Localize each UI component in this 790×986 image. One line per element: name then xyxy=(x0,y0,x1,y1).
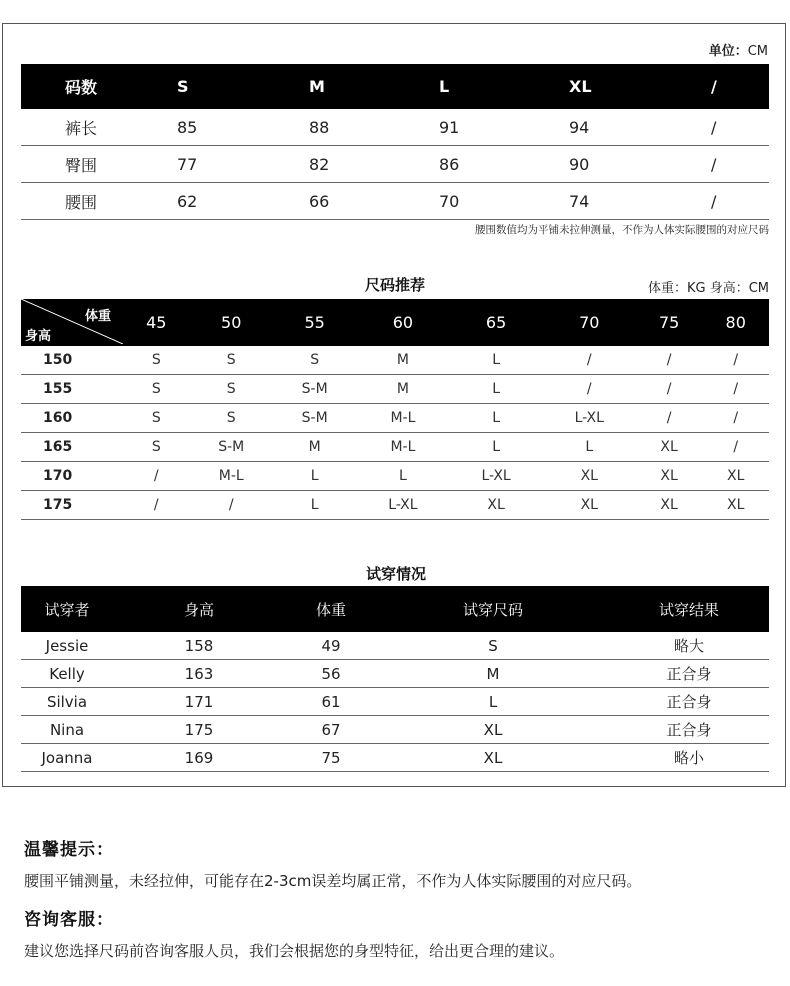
size-cell: / xyxy=(702,346,769,375)
size-cell: S xyxy=(123,433,190,462)
table-cell: 88 xyxy=(308,109,438,146)
table-cell: 94 xyxy=(568,109,710,146)
size-cell: / xyxy=(543,346,636,375)
table-cell: / xyxy=(710,109,769,146)
size-cell: S xyxy=(190,404,273,433)
size-cell: / xyxy=(702,375,769,404)
size-cell: / xyxy=(702,404,769,433)
corner-cell xyxy=(21,299,123,346)
table-row xyxy=(21,660,769,688)
table-cell: XL xyxy=(377,716,609,744)
tips-heading: 温馨提示： xyxy=(24,840,114,860)
tryon-header xyxy=(21,586,769,632)
size-cell: S xyxy=(123,375,190,404)
table-cell: S xyxy=(377,632,609,660)
table-cell: L xyxy=(377,688,609,716)
header-cell: 试穿者 xyxy=(21,586,113,632)
size-cell: / xyxy=(190,491,273,520)
weight-header: 75 xyxy=(636,299,703,346)
size-cell: S xyxy=(190,346,273,375)
size-cell: L xyxy=(356,462,449,491)
table-cell: 正合身 xyxy=(609,716,769,744)
size-cell: XL xyxy=(702,491,769,520)
header-cell: S xyxy=(176,64,308,109)
table-cell: 74 xyxy=(568,183,710,220)
table-cell: 171 xyxy=(113,688,285,716)
table-cell: 85 xyxy=(176,109,308,146)
table-cell: 66 xyxy=(308,183,438,220)
table-row xyxy=(21,716,769,744)
table-cell: 175 xyxy=(113,716,285,744)
size-cell: / xyxy=(702,433,769,462)
table-cell: 62 xyxy=(176,183,308,220)
table-cell: 正合身 xyxy=(609,660,769,688)
size-table-header xyxy=(21,64,769,109)
header-cell: 码数 xyxy=(21,64,176,109)
size-cell: XL xyxy=(636,433,703,462)
height-label: 170 xyxy=(21,462,123,491)
height-label: 175 xyxy=(21,491,123,520)
size-cell: L xyxy=(450,375,543,404)
size-cell: S xyxy=(190,375,273,404)
size-cell: M-L xyxy=(356,404,449,433)
height-axis-label: 身高 xyxy=(25,329,52,344)
table-cell: 67 xyxy=(285,716,377,744)
header-cell: 身高 xyxy=(113,586,285,632)
size-cell: S xyxy=(123,404,190,433)
table-row xyxy=(21,462,769,491)
size-cell: L xyxy=(273,491,356,520)
table-cell: 正合身 xyxy=(609,688,769,716)
size-cell: / xyxy=(636,375,703,404)
weight-header: 80 xyxy=(702,299,769,346)
size-table xyxy=(21,64,769,220)
recommend-unit: 体重：KG 身高：CM xyxy=(647,281,769,296)
tips-text: 腰围平铺测量，未经拉伸，可能存在2-3cm误差均属正常，不作为人体实际腰围的对应尺码。 xyxy=(24,872,642,890)
table-row xyxy=(21,404,769,433)
size-cell: L xyxy=(450,433,543,462)
weight-header: 60 xyxy=(356,299,449,346)
table-cell: 70 xyxy=(438,183,568,220)
size-cell: L-XL xyxy=(543,404,636,433)
recommend-title: 尺码推荐 xyxy=(365,276,426,294)
header-cell: 试穿结果 xyxy=(609,586,769,632)
table-cell: 91 xyxy=(438,109,568,146)
size-cell: M-L xyxy=(356,433,449,462)
table-row xyxy=(21,375,769,404)
table-cell: 略小 xyxy=(609,744,769,772)
weight-header: 55 xyxy=(273,299,356,346)
recommend-table xyxy=(21,299,769,520)
size-cell: S-M xyxy=(273,375,356,404)
service-text: 建议您选择尺码前咨询客服人员，我们会根据您的身型特征，给出更合理的建议。 xyxy=(24,942,565,960)
size-cell: S-M xyxy=(190,433,273,462)
height-label: 160 xyxy=(21,404,123,433)
table-cell: 158 xyxy=(113,632,285,660)
table-cell: 169 xyxy=(113,744,285,772)
size-cell: L-XL xyxy=(450,462,543,491)
table-cell: Jessie xyxy=(21,632,113,660)
size-cell: XL xyxy=(636,491,703,520)
table-row xyxy=(21,688,769,716)
size-cell: M xyxy=(273,433,356,462)
table-cell: / xyxy=(710,183,769,220)
table-cell: Nina xyxy=(21,716,113,744)
table-row xyxy=(21,744,769,772)
weight-axis-label: 体重 xyxy=(84,309,111,324)
height-label: 165 xyxy=(21,433,123,462)
size-cell: L xyxy=(543,433,636,462)
size-cell: / xyxy=(636,346,703,375)
height-label: 155 xyxy=(21,375,123,404)
size-cell: S xyxy=(123,346,190,375)
header-cell: / xyxy=(710,64,769,109)
size-cell: XL xyxy=(543,491,636,520)
service-heading: 咨询客服： xyxy=(24,910,114,930)
header-cell: XL xyxy=(568,64,710,109)
table-row xyxy=(21,146,769,183)
size-cell: S xyxy=(273,346,356,375)
tryon-title: 试穿情况 xyxy=(366,565,427,583)
size-cell: L xyxy=(450,346,543,375)
size-cell: XL xyxy=(543,462,636,491)
size-cell: L xyxy=(450,404,543,433)
size-cell: / xyxy=(123,491,190,520)
table-cell: Silvia xyxy=(21,688,113,716)
table-row xyxy=(21,632,769,660)
height-label: 150 xyxy=(21,346,123,375)
header-cell: 试穿尺码 xyxy=(377,586,609,632)
size-cell: / xyxy=(543,375,636,404)
table-cell: Kelly xyxy=(21,660,113,688)
size-cell: XL xyxy=(450,491,543,520)
table-row xyxy=(21,491,769,520)
table-cell: 82 xyxy=(308,146,438,183)
table-cell: 86 xyxy=(438,146,568,183)
size-cell: XL xyxy=(636,462,703,491)
table-row xyxy=(21,109,769,146)
size-cell: S-M xyxy=(273,404,356,433)
size-cell: XL xyxy=(702,462,769,491)
table-cell: 56 xyxy=(285,660,377,688)
table-row xyxy=(21,183,769,220)
recommend-header xyxy=(21,299,769,346)
table-cell: 90 xyxy=(568,146,710,183)
weight-header: 50 xyxy=(190,299,273,346)
unit-label: 单位：CM xyxy=(708,44,768,59)
table-cell: 75 xyxy=(285,744,377,772)
table-cell: Joanna xyxy=(21,744,113,772)
table-row xyxy=(21,433,769,462)
header-cell: L xyxy=(438,64,568,109)
tryon-table xyxy=(21,586,769,772)
size-cell: M xyxy=(356,346,449,375)
row-label: 腰围 xyxy=(21,183,176,220)
header-cell: 体重 xyxy=(285,586,377,632)
table-cell: 163 xyxy=(113,660,285,688)
size-note: 腰围数值均为平铺未拉伸测量，不作为人体实际腰围的对应尺码 xyxy=(475,224,769,236)
table-cell: 49 xyxy=(285,632,377,660)
table-cell: XL xyxy=(377,744,609,772)
table-cell: M xyxy=(377,660,609,688)
header-cell: M xyxy=(308,64,438,109)
table-cell: / xyxy=(710,146,769,183)
row-label: 臀围 xyxy=(21,146,176,183)
size-cell: L-XL xyxy=(356,491,449,520)
table-cell: 77 xyxy=(176,146,308,183)
weight-header: 65 xyxy=(450,299,543,346)
row-label: 裤长 xyxy=(21,109,176,146)
size-cell: / xyxy=(123,462,190,491)
size-cell: L xyxy=(273,462,356,491)
table-cell: 略大 xyxy=(609,632,769,660)
table-cell: 61 xyxy=(285,688,377,716)
size-cell: M xyxy=(356,375,449,404)
size-cell: / xyxy=(636,404,703,433)
table-row xyxy=(21,346,769,375)
size-cell: M-L xyxy=(190,462,273,491)
weight-header: 70 xyxy=(543,299,636,346)
weight-header: 45 xyxy=(123,299,190,346)
